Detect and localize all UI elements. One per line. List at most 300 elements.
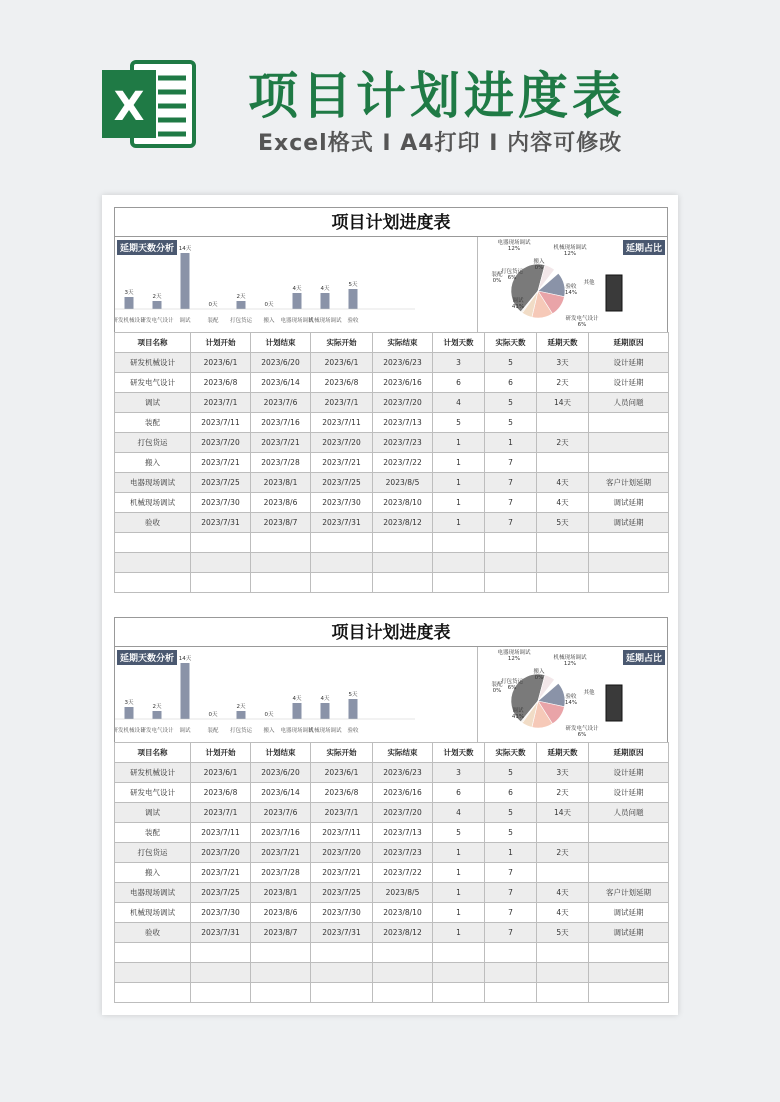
pie-percent: 6% <box>507 275 517 281</box>
table-cell: 5 <box>485 803 537 823</box>
table-cell: 调试延期 <box>589 513 669 533</box>
table-cell <box>373 963 433 983</box>
table-cell: 2023/6/23 <box>373 353 433 373</box>
table-cell: 4天 <box>537 493 589 513</box>
table-cell: 2023/7/1 <box>311 803 373 823</box>
column-header: 计划开始 <box>191 333 251 353</box>
table-cell: 调试延期 <box>589 493 669 513</box>
sheet-2 <box>114 617 668 1003</box>
table-header-row <box>115 743 669 763</box>
table-cell: 2023/8/1 <box>251 473 311 493</box>
table-cell: 2023/7/1 <box>191 393 251 413</box>
category-label: 机械现场调试 <box>308 728 342 734</box>
banner-subtitle: Excel格式 I A4打印 I 内容可修改 <box>258 131 623 156</box>
table-cell: 2023/7/13 <box>373 413 433 433</box>
table-cell: 2023/8/12 <box>373 513 433 533</box>
table-cell: 2023/7/20 <box>191 843 251 863</box>
table-cell: 2023/8/10 <box>373 493 433 513</box>
banner-title: 项目计划进度表 <box>248 67 626 125</box>
table-cell <box>537 533 589 553</box>
table-cell <box>589 823 669 843</box>
table-cell <box>537 573 589 593</box>
pie-label: 其他 <box>583 280 595 286</box>
table-cell <box>191 983 251 1003</box>
table-cell: 设计延期 <box>589 353 669 373</box>
pie-label: 验收 <box>565 284 577 290</box>
pie-label: 机械现场调试 <box>553 245 587 251</box>
bar <box>237 711 246 719</box>
table-cell: 调试 <box>115 393 191 413</box>
pie-percent: 12% <box>507 246 521 252</box>
table-cell: 5天 <box>537 513 589 533</box>
pie-label: 打包货运 <box>500 269 524 275</box>
table-cell <box>589 943 669 963</box>
table-cell: 3 <box>433 763 485 783</box>
pie-percent: 12% <box>507 656 521 662</box>
table-cell: 电器现场调试 <box>115 473 191 493</box>
category-label: 搬入 <box>263 728 275 734</box>
column-header: 计划结束 <box>251 333 311 353</box>
table-cell <box>485 983 537 1003</box>
table-cell <box>589 843 669 863</box>
table-cell <box>589 863 669 883</box>
pie-chart-title: 延期占比 <box>623 240 665 255</box>
table-cell: 2023/7/11 <box>311 823 373 843</box>
table-cell <box>485 533 537 553</box>
column-header: 计划天数 <box>433 333 485 353</box>
column-header: 延期原因 <box>589 743 669 763</box>
svg-text:X: X <box>113 84 145 130</box>
table-cell: 7 <box>485 923 537 943</box>
pie-label: 电器现场调试 <box>497 650 531 656</box>
bar-value-label: 0天 <box>264 302 274 308</box>
table-cell: 2天 <box>537 843 589 863</box>
table-cell: 2023/6/8 <box>191 783 251 803</box>
table-cell: 2023/6/8 <box>311 373 373 393</box>
table-cell: 客户计划延期 <box>589 883 669 903</box>
table-cell <box>191 943 251 963</box>
table-cell: 2023/7/30 <box>311 493 373 513</box>
table-cell <box>589 453 669 473</box>
chart-panel <box>114 237 668 332</box>
pie-percent: 14% <box>564 700 578 706</box>
table-row <box>115 983 669 1003</box>
pie-label: 搬入 <box>533 669 545 675</box>
category-label: 调试 <box>179 318 191 324</box>
table-cell: 14天 <box>537 803 589 823</box>
table-cell: 5 <box>485 353 537 373</box>
category-label: 调试 <box>179 728 191 734</box>
pie-label: 装配 <box>491 272 503 278</box>
table-cell: 2023/7/11 <box>311 413 373 433</box>
bar-value-label: 5天 <box>348 282 358 288</box>
table-cell: 1 <box>485 433 537 453</box>
table-row <box>115 863 669 883</box>
table-cell <box>485 963 537 983</box>
table-cell: 1 <box>433 843 485 863</box>
bar <box>293 293 302 309</box>
bar <box>153 711 162 719</box>
table-cell: 2天 <box>537 373 589 393</box>
legend-box <box>606 275 622 311</box>
table-cell: 1 <box>433 433 485 453</box>
table-cell <box>373 553 433 573</box>
pie-percent: 12% <box>563 251 577 257</box>
table-cell: 2023/6/1 <box>311 353 373 373</box>
table-cell: 2023/7/11 <box>191 413 251 433</box>
table-cell: 机械现场调试 <box>115 493 191 513</box>
table-cell: 2023/7/1 <box>191 803 251 823</box>
table-row <box>115 823 669 843</box>
table-cell: 1 <box>433 883 485 903</box>
table-cell: 2023/7/31 <box>311 923 373 943</box>
table-cell: 2023/7/22 <box>373 453 433 473</box>
table-cell: 研发机械设计 <box>115 763 191 783</box>
pie-chart-title: 延期占比 <box>623 650 665 665</box>
table-cell: 2023/7/20 <box>311 433 373 453</box>
table-cell: 2023/8/6 <box>251 903 311 923</box>
pie-percent: 41% <box>511 714 525 720</box>
table-cell: 5 <box>485 393 537 413</box>
table-cell <box>589 983 669 1003</box>
table-row <box>115 883 669 903</box>
table-row <box>115 453 669 473</box>
bar <box>321 703 330 719</box>
bar <box>237 301 246 309</box>
table-cell <box>373 943 433 963</box>
table-cell: 验收 <box>115 513 191 533</box>
table-cell: 5 <box>433 413 485 433</box>
table-cell <box>115 983 191 1003</box>
column-header: 项目名称 <box>115 333 191 353</box>
pie-label: 机械现场调试 <box>553 655 587 661</box>
column-header: 项目名称 <box>115 743 191 763</box>
table-cell: 6 <box>485 373 537 393</box>
table-cell: 2023/7/25 <box>191 883 251 903</box>
table-row <box>115 373 669 393</box>
table-row <box>115 763 669 783</box>
table-cell: 2023/7/16 <box>251 823 311 843</box>
pie-percent: 14% <box>564 290 578 296</box>
progress-table <box>114 742 669 1003</box>
table-cell: 2023/6/23 <box>373 763 433 783</box>
pie-label: 研发电气设计 <box>565 726 599 732</box>
pie-percent: 6% <box>577 732 587 738</box>
bar-value-label: 2天 <box>152 704 162 710</box>
table-cell: 研发电气设计 <box>115 373 191 393</box>
category-label: 验收 <box>347 318 359 324</box>
category-label: 装配 <box>207 318 219 324</box>
bar-value-label: 0天 <box>208 712 218 718</box>
table-cell: 2023/7/20 <box>373 803 433 823</box>
table-cell: 2023/7/16 <box>251 413 311 433</box>
table-row <box>115 533 669 553</box>
table-cell: 1 <box>433 513 485 533</box>
bar-value-label: 14天 <box>178 656 192 662</box>
table-cell: 设计延期 <box>589 763 669 783</box>
table-cell: 2023/7/22 <box>373 863 433 883</box>
chart-panel <box>114 647 668 742</box>
bar <box>181 253 190 309</box>
table-cell: 电器现场调试 <box>115 883 191 903</box>
table-cell: 2023/6/20 <box>251 353 311 373</box>
table-cell <box>311 573 373 593</box>
table-cell: 7 <box>485 883 537 903</box>
pie-percent: 12% <box>563 661 577 667</box>
bar <box>349 699 358 719</box>
table-header-row <box>115 333 669 353</box>
bar <box>293 703 302 719</box>
table-cell: 3天 <box>537 763 589 783</box>
category-label: 电器现场调试 <box>280 728 314 734</box>
excel-logo-icon <box>102 58 198 150</box>
column-header: 实际天数 <box>485 333 537 353</box>
pie-percent: 0% <box>492 688 502 694</box>
table-row <box>115 513 669 533</box>
banner <box>0 0 780 190</box>
document-page <box>102 195 678 1015</box>
pie-label: 打包货运 <box>500 679 524 685</box>
table-cell <box>433 983 485 1003</box>
table-cell: 2023/8/6 <box>251 493 311 513</box>
pie-label: 研发电气设计 <box>565 316 599 322</box>
table-row <box>115 493 669 513</box>
table-cell: 1 <box>433 923 485 943</box>
table-cell <box>311 963 373 983</box>
table-cell: 客户计划延期 <box>589 473 669 493</box>
table-row <box>115 903 669 923</box>
table-cell: 2天 <box>537 783 589 803</box>
category-label: 研发电气设计 <box>140 318 174 324</box>
pie-label: 调试 <box>512 708 524 714</box>
bar <box>153 301 162 309</box>
table-cell: 2023/6/16 <box>373 783 433 803</box>
bar-value-label: 4天 <box>320 696 330 702</box>
table-cell: 2023/7/11 <box>191 823 251 843</box>
table-cell: 2023/6/8 <box>311 783 373 803</box>
table-cell: 2023/6/1 <box>191 353 251 373</box>
table-cell: 2023/7/21 <box>191 863 251 883</box>
table-cell: 装配 <box>115 823 191 843</box>
table-cell: 1 <box>433 863 485 883</box>
column-header: 实际天数 <box>485 743 537 763</box>
table-cell: 2023/8/5 <box>373 883 433 903</box>
table-cell: 1 <box>433 453 485 473</box>
table-cell: 打包货运 <box>115 433 191 453</box>
table-cell: 设计延期 <box>589 783 669 803</box>
table-cell: 2023/7/31 <box>191 923 251 943</box>
table-cell <box>251 553 311 573</box>
table-cell: 2023/7/30 <box>191 903 251 923</box>
column-header: 实际结束 <box>373 333 433 353</box>
table-cell: 人员问题 <box>589 803 669 823</box>
table-cell: 调试延期 <box>589 903 669 923</box>
bar-value-label: 2天 <box>236 294 246 300</box>
table-cell: 7 <box>485 903 537 923</box>
bar-value-label: 0天 <box>264 712 274 718</box>
table-cell: 2023/7/6 <box>251 803 311 823</box>
bar-chart-title: 延期天数分析 <box>117 650 177 665</box>
column-header: 实际结束 <box>373 743 433 763</box>
table-cell <box>433 553 485 573</box>
table-cell <box>589 533 669 553</box>
table-cell: 打包货运 <box>115 843 191 863</box>
bar-value-label: 2天 <box>236 704 246 710</box>
column-header: 实际开始 <box>311 333 373 353</box>
table-cell: 2023/6/16 <box>373 373 433 393</box>
table-cell <box>373 983 433 1003</box>
table-cell: 4 <box>433 803 485 823</box>
table-cell <box>433 943 485 963</box>
table-cell <box>433 533 485 553</box>
table-row <box>115 393 669 413</box>
table-cell: 2023/7/23 <box>373 843 433 863</box>
table-cell <box>485 573 537 593</box>
bar-value-label: 14天 <box>178 246 192 252</box>
table-cell: 1 <box>433 903 485 923</box>
table-cell: 人员问题 <box>589 393 669 413</box>
table-cell: 2023/8/7 <box>251 923 311 943</box>
table-cell: 2023/7/30 <box>311 903 373 923</box>
table-cell: 设计延期 <box>589 373 669 393</box>
table-cell <box>311 943 373 963</box>
table-cell: 调试延期 <box>589 923 669 943</box>
table-cell: 5 <box>433 823 485 843</box>
column-header: 计划开始 <box>191 743 251 763</box>
table-row <box>115 413 669 433</box>
category-label: 打包货运 <box>229 318 253 324</box>
table-cell: 2023/7/23 <box>373 433 433 453</box>
table-cell <box>373 573 433 593</box>
table-cell: 1 <box>485 843 537 863</box>
table-cell <box>589 573 669 593</box>
table-cell: 2天 <box>537 433 589 453</box>
column-header: 延期原因 <box>589 333 669 353</box>
column-header: 延期天数 <box>537 743 589 763</box>
pie-percent: 41% <box>511 304 525 310</box>
pie-label: 其他 <box>583 690 595 696</box>
bar <box>181 663 190 719</box>
table-cell: 5天 <box>537 923 589 943</box>
table-cell: 搬入 <box>115 453 191 473</box>
table-cell: 2023/7/31 <box>311 513 373 533</box>
table-cell: 2023/7/20 <box>191 433 251 453</box>
bar-value-label: 4天 <box>292 286 302 292</box>
table-cell <box>191 553 251 573</box>
bar-value-label: 0天 <box>208 302 218 308</box>
table-cell: 2023/7/21 <box>251 843 311 863</box>
table-cell <box>537 453 589 473</box>
table-cell: 调试 <box>115 803 191 823</box>
table-cell <box>251 943 311 963</box>
table-cell: 2023/6/8 <box>191 373 251 393</box>
pie-label: 电器现场调试 <box>497 240 531 246</box>
table-cell: 2023/7/21 <box>311 863 373 883</box>
table-row <box>115 783 669 803</box>
table-cell: 2023/7/1 <box>311 393 373 413</box>
table-cell: 2023/6/14 <box>251 783 311 803</box>
table-cell: 7 <box>485 493 537 513</box>
table-row <box>115 573 669 593</box>
table-row <box>115 943 669 963</box>
table-cell: 7 <box>485 473 537 493</box>
table-row <box>115 473 669 493</box>
table-cell: 7 <box>485 863 537 883</box>
bar-chart-title: 延期天数分析 <box>117 240 177 255</box>
table-row <box>115 803 669 823</box>
pie-percent: 0% <box>492 278 502 284</box>
pie-percent: 6% <box>577 322 587 328</box>
table-cell: 2023/7/25 <box>191 473 251 493</box>
table-cell: 2023/7/21 <box>311 453 373 473</box>
table-cell <box>589 553 669 573</box>
legend-box <box>606 685 622 721</box>
category-label: 装配 <box>207 728 219 734</box>
table-cell <box>373 533 433 553</box>
bar <box>125 707 134 719</box>
bar-value-label: 2天 <box>152 294 162 300</box>
table-cell: 1 <box>433 473 485 493</box>
table-row <box>115 963 669 983</box>
table-cell <box>251 983 311 1003</box>
category-label: 打包货运 <box>229 728 253 734</box>
table-row <box>115 553 669 573</box>
table-cell: 2023/7/25 <box>311 473 373 493</box>
table-cell: 2023/7/28 <box>251 453 311 473</box>
category-label: 验收 <box>347 728 359 734</box>
progress-table <box>114 332 669 593</box>
table-cell: 2023/7/20 <box>311 843 373 863</box>
sheet-1 <box>114 207 668 593</box>
pie-chart <box>477 647 667 742</box>
column-header: 实际开始 <box>311 743 373 763</box>
table-cell <box>311 533 373 553</box>
table-cell <box>115 553 191 573</box>
bar-value-label: 5天 <box>348 692 358 698</box>
bar-value-label: 4天 <box>320 286 330 292</box>
table-cell: 机械现场调试 <box>115 903 191 923</box>
pie-percent: 0% <box>534 265 544 271</box>
table-cell: 研发机械设计 <box>115 353 191 373</box>
table-cell: 搬入 <box>115 863 191 883</box>
table-cell <box>191 963 251 983</box>
table-cell: 研发电气设计 <box>115 783 191 803</box>
table-cell: 4天 <box>537 473 589 493</box>
table-cell: 5 <box>485 413 537 433</box>
table-cell: 2023/7/6 <box>251 393 311 413</box>
table-cell: 14天 <box>537 393 589 413</box>
table-cell <box>115 533 191 553</box>
table-cell <box>537 863 589 883</box>
table-cell <box>537 553 589 573</box>
table-cell: 5 <box>485 763 537 783</box>
table-row <box>115 433 669 453</box>
table-cell: 2023/7/21 <box>191 453 251 473</box>
table-cell <box>191 573 251 593</box>
table-cell: 3 <box>433 353 485 373</box>
table-cell <box>537 943 589 963</box>
table-cell: 2023/8/5 <box>373 473 433 493</box>
column-header: 计划天数 <box>433 743 485 763</box>
table-cell: 3天 <box>537 353 589 373</box>
bar-value-label: 3天 <box>124 700 134 706</box>
table-cell: 4天 <box>537 903 589 923</box>
column-header: 延期天数 <box>537 333 589 353</box>
table-cell: 6 <box>433 373 485 393</box>
table-cell <box>589 413 669 433</box>
category-label: 搬入 <box>263 318 275 324</box>
table-cell: 2023/7/30 <box>191 493 251 513</box>
